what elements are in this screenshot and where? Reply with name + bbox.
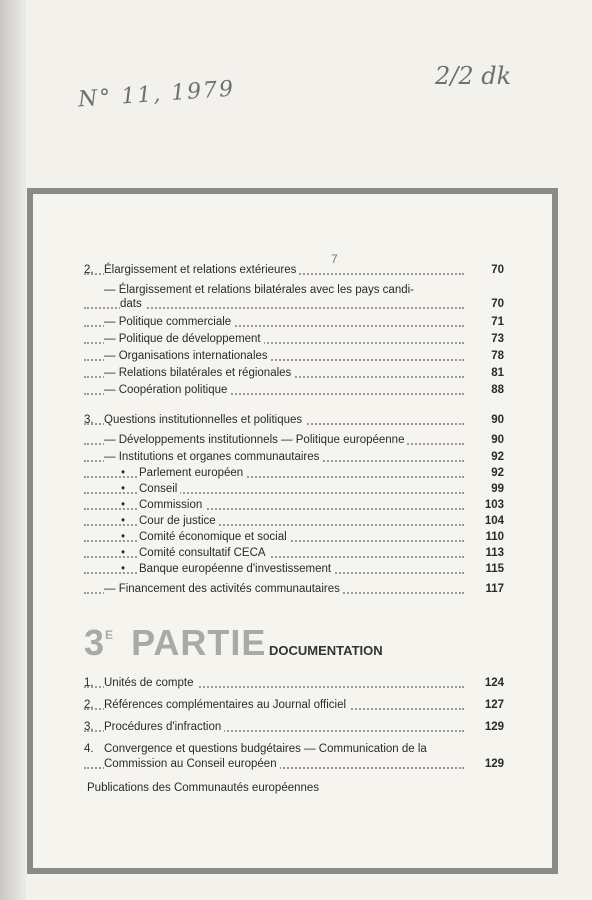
toc-sub-entry[interactable] <box>84 515 504 531</box>
section-number: 1. <box>84 677 94 689</box>
page-number: 81 <box>468 367 504 379</box>
toc-entry[interactable] <box>84 316 504 332</box>
section-title: Questions institutionnelles et politiques <box>104 414 305 426</box>
entry-label: dats <box>120 298 145 310</box>
page-number: 90 <box>468 414 504 426</box>
entry-label: — Relations bilatérales et régionales <box>104 367 294 379</box>
bullet-icon: • <box>121 531 126 543</box>
toc-entry[interactable] <box>84 384 504 400</box>
page-number: 115 <box>468 563 504 575</box>
toc-sub-entry[interactable] <box>84 467 504 483</box>
entry-label: Banque européenne d'investissement <box>139 563 334 575</box>
toc-sub-entry[interactable] <box>84 531 504 547</box>
page-number: 88 <box>468 384 504 396</box>
pencil-mark: 7 <box>331 252 338 266</box>
toc-entry[interactable] <box>84 451 504 467</box>
toc-sub-entry[interactable] <box>84 547 504 563</box>
toc-section-2[interactable] <box>84 264 504 280</box>
page-number: 127 <box>468 699 504 711</box>
page-number: 92 <box>468 451 504 463</box>
part-superscript: E <box>105 628 115 642</box>
page-number: 124 <box>468 677 504 689</box>
part-3-subtitle: DOCUMENTATION <box>269 643 383 658</box>
toc-sub-entry[interactable] <box>84 499 504 515</box>
toc-entry[interactable] <box>84 350 504 366</box>
entry-label: Cour de justice <box>139 515 219 527</box>
toc-sub-entry[interactable] <box>84 483 504 499</box>
entry-label: Comité économique et social <box>139 531 290 543</box>
page-number: 110 <box>468 531 504 543</box>
entry-label: Procédures d'infraction <box>104 721 224 733</box>
handwritten-page-note: 2/2 dk <box>435 62 512 90</box>
page-number: 117 <box>468 583 504 595</box>
bullet-icon: • <box>121 467 126 479</box>
entry-label: Convergence et questions budgétaires — Communication de la <box>104 743 430 755</box>
toc-doc-entry[interactable] <box>84 721 504 737</box>
handwritten-issue-note: N° 11, 1979 <box>77 76 236 113</box>
bullet-icon: • <box>121 499 126 511</box>
part-3-heading <box>84 622 266 664</box>
bullet-icon: • <box>121 483 126 495</box>
entry-label: — Financement des activités communautaires <box>104 583 343 595</box>
entry-label: — Coopération politique <box>104 384 230 396</box>
toc-doc-entry[interactable] <box>84 743 504 759</box>
entry-label: Conseil <box>139 483 180 495</box>
toc-entry[interactable] <box>84 583 504 599</box>
toc-sub-entry[interactable] <box>84 563 504 579</box>
bullet-icon: • <box>121 547 126 559</box>
page-number: 73 <box>468 333 504 345</box>
section-number: 2. <box>84 264 94 276</box>
entry-label: Commission au Conseil européen <box>104 758 280 770</box>
toc-doc-entry[interactable] <box>84 699 504 715</box>
entry-label: Parlement européen <box>139 467 246 479</box>
page-number: 92 <box>468 467 504 479</box>
page-number: 103 <box>468 499 504 511</box>
entry-label: — Politique commerciale <box>104 316 234 328</box>
section-number: 3. <box>84 721 94 733</box>
part-number: 3 <box>84 622 106 663</box>
page-number: 70 <box>468 298 504 310</box>
page-number: 71 <box>468 316 504 328</box>
toc-entry-continued[interactable] <box>84 298 504 314</box>
entry-label: Comité consultatif CECA <box>139 547 269 559</box>
section-number: 3. <box>84 414 94 426</box>
toc-entry[interactable] <box>84 333 504 349</box>
entry-label: Références complémentaires au Journal officiel <box>104 699 349 711</box>
entry-label: — Institutions et organes communautaires <box>104 451 322 463</box>
page-number: 129 <box>468 721 504 733</box>
page-number: 113 <box>468 547 504 559</box>
bullet-icon: • <box>121 515 126 527</box>
page-number: 70 <box>468 264 504 276</box>
page-number: 99 <box>468 483 504 495</box>
bullet-icon: • <box>121 563 126 575</box>
page-number: 90 <box>468 434 504 446</box>
toc-entry[interactable] <box>84 434 504 450</box>
toc-doc-entry-continued[interactable] <box>84 758 504 774</box>
page-shadow <box>0 0 26 900</box>
toc-entry[interactable] <box>84 367 504 383</box>
section-number: 4. <box>84 743 94 755</box>
section-title: Élargissement et relations extérieures <box>104 264 299 276</box>
toc-section-3[interactable] <box>84 414 504 430</box>
entry-label: Unités de compte <box>104 677 197 689</box>
page-number: 104 <box>468 515 504 527</box>
publications-line[interactable]: Publications des Communautés européennes <box>87 782 320 794</box>
entry-label: Commission <box>139 499 205 511</box>
toc-doc-entry[interactable] <box>84 677 504 693</box>
page-number: 78 <box>468 350 504 362</box>
entry-label: — Élargissement et relations bilatérales avec les pays candi- <box>104 284 417 296</box>
part-word: PARTIE <box>131 622 267 663</box>
entry-label: — Développements institutionnels — Politique européenne <box>104 434 407 446</box>
section-number: 2. <box>84 699 94 711</box>
page-number: 129 <box>468 758 504 770</box>
entry-label: — Organisations internationales <box>104 350 271 362</box>
entry-label: — Politique de développement <box>104 333 264 345</box>
